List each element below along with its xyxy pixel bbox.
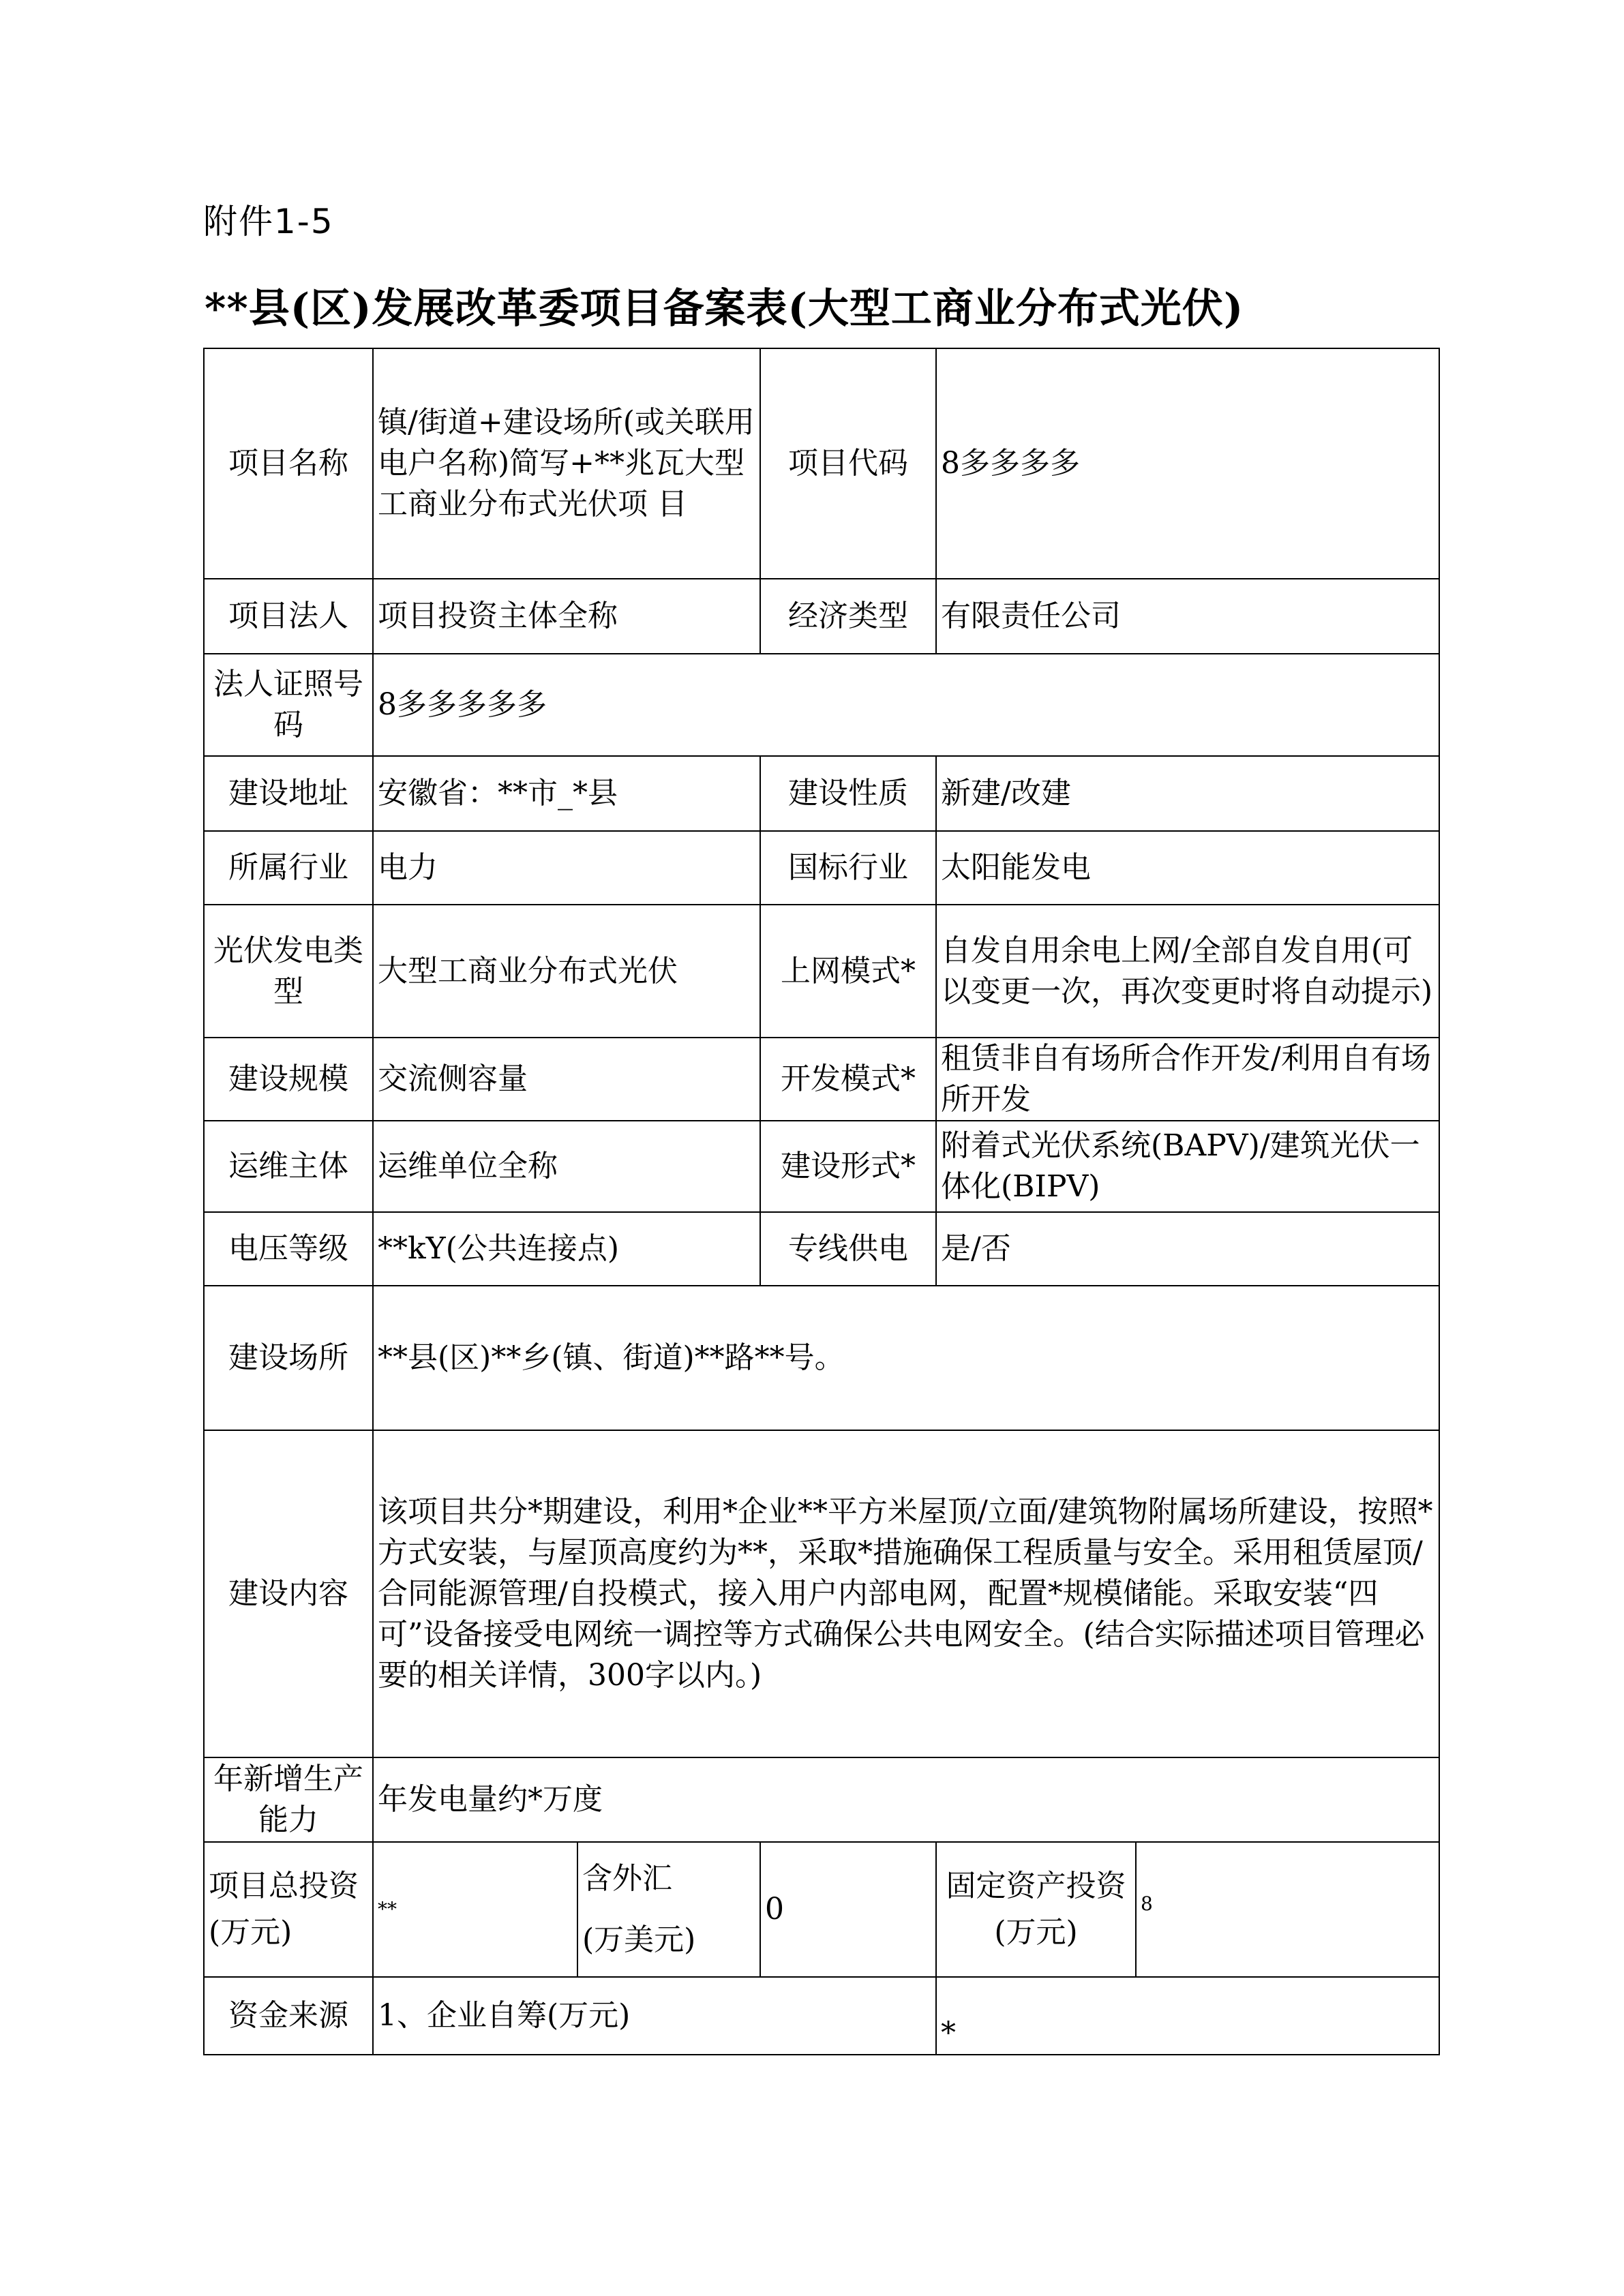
project-code-label: 项目代码	[760, 348, 936, 579]
forex-label	[577, 1842, 760, 1977]
forex-value: 0	[760, 1842, 936, 1977]
dev-mode-label: 开发模式*	[760, 1038, 936, 1121]
row-capacity	[204, 1757, 1439, 1842]
row-industry	[204, 831, 1439, 905]
grid-mode-label: 上网模式*	[760, 905, 936, 1038]
site-label: 建设场所	[204, 1286, 373, 1430]
row-voltage	[204, 1212, 1439, 1286]
national-industry-value: 太阳能发电	[936, 831, 1439, 905]
industry-label: 所属行业	[204, 831, 373, 905]
fund-source-item: 1、企业自筹(万元)	[373, 1977, 936, 2055]
row-legal-person	[204, 579, 1439, 654]
row-om	[204, 1121, 1439, 1212]
site-value: **县(区)**乡(镇、街道)**路**号。	[373, 1286, 1439, 1430]
total-investment-label-line1: 项目总投资	[209, 1869, 359, 1903]
forex-label-line2: (万美元)	[582, 1922, 696, 1957]
national-industry-label: 国标行业	[760, 831, 936, 905]
address-value: 安徽省：**市_*县	[373, 756, 760, 831]
voltage-label: 电压等级	[204, 1212, 373, 1286]
row-fund-source	[204, 1977, 1439, 2055]
row-project-name	[204, 348, 1439, 579]
row-pv-type	[204, 905, 1439, 1038]
fixed-investment-label-line1: 固定资产投资	[946, 1869, 1126, 1903]
scale-value: 交流侧容量	[373, 1038, 760, 1121]
row-address	[204, 756, 1439, 831]
capacity-value: 年发电量约*万度	[373, 1757, 1439, 1842]
legal-person-value: 项目投资主体全称	[373, 579, 760, 654]
scale-label: 建设规模	[204, 1038, 373, 1121]
pv-type-value: 大型工商业分布式光伏	[373, 905, 760, 1038]
nature-value: 新建/改建	[936, 756, 1439, 831]
industry-value: 电力	[373, 831, 760, 905]
content-label: 建设内容	[204, 1430, 373, 1757]
project-code-value: 8多多多多	[936, 348, 1439, 579]
fixed-investment-value: 8	[1136, 1842, 1439, 1977]
row-investment	[204, 1842, 1439, 1977]
legal-person-label: 项目法人	[204, 579, 373, 654]
license-label: 法人证照号码	[204, 654, 373, 756]
total-investment-value: **	[373, 1842, 577, 1977]
pv-type-label: 光伏发电类型	[204, 905, 373, 1038]
address-label: 建设地址	[204, 756, 373, 831]
dedicated-label: 专线供电	[760, 1212, 936, 1286]
attachment-number: 附件1-5	[203, 202, 334, 241]
economy-type-value: 有限责任公司	[936, 579, 1439, 654]
fixed-investment-label	[936, 1842, 1136, 1977]
fixed-investment-label-line2: (万元)	[994, 1915, 1078, 1950]
filing-form-table	[203, 348, 1440, 2055]
forex-label-line1: 含外汇	[582, 1861, 672, 1896]
total-investment-label-line2: (万元)	[209, 1915, 292, 1950]
fund-source-label: 资金来源	[204, 1977, 373, 2055]
om-label: 运维主体	[204, 1121, 373, 1212]
project-name-value: 镇/街道+建设场所(或关联用电户名称)简写+**兆瓦大型工商业分布式光伏项 目	[373, 348, 760, 579]
row-site	[204, 1286, 1439, 1430]
grid-mode-value: 自发自用余电上网/全部自发自用(可以变更一次，再次变更时将自动提示)	[936, 905, 1439, 1038]
economy-type-label: 经济类型	[760, 579, 936, 654]
row-license	[204, 654, 1439, 756]
content-value: 该项目共分*期建设，利用*企业**平方米屋顶/立面/建筑物附属场所建设，按照*方式安装，与屋顶高度约为**，采取*措施确保工程质量与安全。采用租赁屋顶/合同能源管理/自投模式，接入用户内部电网，配置*规模储能。采取安装“四可”设备接受电网统一调控等方式确保公共电网安全。(结合实际描述项目管理必要的相关详情，300字以内。)	[373, 1430, 1439, 1757]
row-scale	[204, 1038, 1439, 1121]
dev-mode-value: 租赁非自有场所合作开发/利用自有场所开发	[936, 1038, 1439, 1121]
row-content	[204, 1430, 1439, 1757]
nature-label: 建设性质	[760, 756, 936, 831]
fund-source-value: *	[936, 1977, 1439, 2055]
document-title: **县(区)发展改革委项目备案表(大型工商业分布式光伏)	[205, 285, 1244, 333]
form-label: 建设形式*	[760, 1121, 936, 1212]
license-value: 8多多多多多	[373, 654, 1439, 756]
om-value: 运维单位全称	[373, 1121, 760, 1212]
voltage-value: **kY(公共连接点)	[373, 1212, 760, 1286]
total-investment-label	[204, 1842, 373, 1977]
dedicated-value: 是/否	[936, 1212, 1439, 1286]
capacity-label: 年新增生产能力	[204, 1757, 373, 1842]
project-name-label: 项目名称	[204, 348, 373, 579]
form-value: 附着式光伏系统(BAPV)/建筑光伏一体化(BIPV)	[936, 1121, 1439, 1212]
